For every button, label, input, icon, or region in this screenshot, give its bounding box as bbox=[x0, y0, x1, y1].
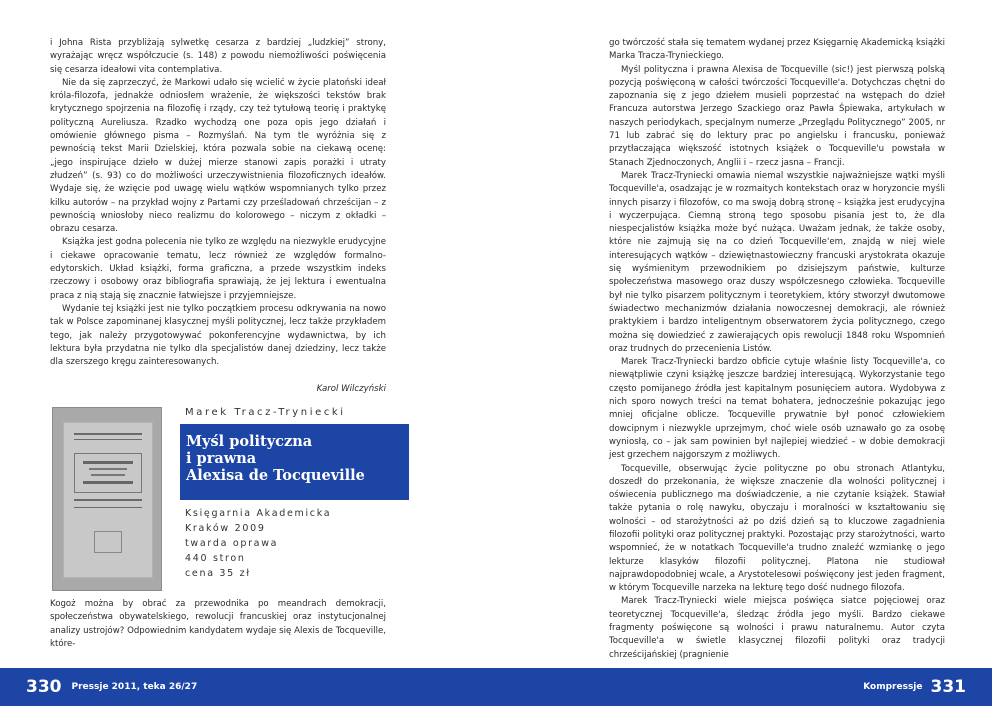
book-title-line: Alexisa de Tocqueville bbox=[186, 467, 365, 484]
journal-issue-label: Pressje 2011, teka 26/27 bbox=[71, 682, 198, 692]
paragraph: Myśl polityczna i prawna Alexisa de Tocqueville (sic!) jest pierwszą polską pozycją poświęconą w całości twórczości Tocqueville'a. Dotychczas chętni do zapoznania się z jego dziełem musieli poprzestać na wstępach do dzieł Francuza autorstwa Jerzego Szackiego oraz Pawła Śpiewaka, artykułach w naszych periodykach, specjalnym numerze „Przeglądu Politycznego” 2005, nr 71 lub zabrać się do lektury prac po angielsku i francusku, ponieważ przytłaczająca większość istotnych książek o Tocqueville'u powstała w Stanach Zjednoczonych, Anglii i – rzecz jasna – Francji. bbox=[609, 64, 945, 168]
paragraph: Nie da się zaprzeczyć, że Markowi udało się wcielić w życie platoński ideał króla-filozofa, jednakże odniosłem wrażenie, że większości tekstów brak krytycznego spojrzenia na filozofię i rządy, czy też tytułową teorię i praktykę polityczną Aureliusza. Rzadko wychodzą one poza opis jego działań i omówienie głównego pisma – Rozmyślań. Na tym tle wyróżnia się z pewnością tekst Marii Dzielskiej, która pozwala sobie na ciekawą ocenę: „jego inspirujące dzieło w dużej mierze stanowi zapis porażki i utraty złudzeń” (s. 93) co do możliwości urzeczywistnienia filozoficznych ideałów. Wydaje się, że wzięcie pod uwagę wielu wątków wspomnianych tylko przez kilku autorów – na przykład wojny z Partami czy prześladowań chrześcijan – z pewnością wniosłoby nieco realizmu do kolorowego – niczym z okładki – obrazu cesarza. bbox=[50, 77, 386, 235]
book-title-box bbox=[180, 424, 409, 500]
left-page-column bbox=[50, 37, 386, 397]
book-title-line: Myśl polityczna bbox=[186, 433, 313, 450]
paragraph: Marek Tracz-Tryniecki omawia niemal wszystkie najważniejsze wątki myśli Tocqueville'a, osadzając je w rozmaitych kontekstach oraz w horyzoncie myśli innych pisarzy i filozofów, co ma swoją dobrą stronę – książka jest erudycyjna i wyczerpująca. Ciemną stroną tego sposobu pisania jest to, że dla niespecjalistów książka może być nużąca. Uważam jednak, że także osoby, które nie zajmują się na co dzień Tocqueville'em, znajdą w niej wiele interesujących wątków – dziewiętnastowieczny francuski arystokrata okazuje się wyśmienitym przewodnikiem po dzisiejszym państwie, kulturze społeczeństwa masowego oraz duszy współczesnego człowieka. Tocqueville był nie tylko pisarzem politycznym i teoretykiem, który stworzył dwutomowe świadectwo mechanizmów działania nowoczesnej demokracji, ale również praktykiem i bardzo inteligentnym obserwatorem życia politycznego, czego można się dowiedzieć z zawierających opis rewolucji 1848 roku Wspomnień oraz trudnych do przecenienia Listów. bbox=[609, 170, 945, 354]
book-publisher: Księgarnia Akademicka bbox=[185, 508, 332, 519]
book-binding: twarda oprawa bbox=[185, 538, 279, 549]
page-number-right: 331 bbox=[930, 677, 966, 697]
page-number-left: 330 bbox=[26, 677, 62, 697]
paragraph: Książka jest godna polecenia nie tylko ze względu na niezwykle erudycyjne i ciekawe opracowanie tematu, lecz również ze względów formalno-edytorskich. Układ książki, forma graficzna, a przede wszystkim indeks rzeczowy i osobowy oraz bibliografia sprawiają, że jej lektura i ewentualna praca z nią stają się znacznie łatwiejsze i przyjemniejsze. bbox=[50, 237, 386, 301]
book-title-line: i prawna bbox=[186, 450, 257, 467]
paragraph: Wydanie tej książki jest nie tylko początkiem procesu odkrywania na nowo tak w Polsce zapominanej klasycznej myśli politycznej, lecz także przykładem tego, jak należy przygotowywać pokonferencyjne wydawnictwa, by ich lektura była przydatna nie tylko dla specjalistów danej dziedziny, lecz także dla szerszego kręgu zainteresowanych. bbox=[50, 303, 386, 368]
paragraph: Tocqueville, obserwując życie polityczne po obu stronach Atlantyku, doszedł do przekonania, że większe znaczenie dla wolności politycznej i oświecenia publicznego ma doświadczenie, a nie czytanie książek. Stawiał także pytania o rolę nawyku, obyczaju i moralności w kształtowaniu się wolności – od starożytności aż po dziś dzień są to kluczowe zagadnienia filozofii polityki oraz politycznej praktyki. Pozostając przy starożytności, warto wspomnieć, że w notatkach Tocqueville'a trudno znaleźć wzmiankę o jego lekturze klasyków filozofii politycznej. Platona nie studiował najprawdopodobniej wcale, a Arystotelesowi poświęcony jest jeden fragment, w którym Tocqueville narzeka na lekturę tego dość nudnego filozofa. bbox=[609, 463, 945, 594]
book-cover-image bbox=[52, 407, 162, 591]
paragraph: Marek Tracz-Tryniecki bardzo obficie cytuje właśnie listy Tocqueville'a, co niewątpliwie czyni książkę jeszcze bardziej interesującą. Wykorzystanie tego często pomijanego źródła jest kapitalnym posunięciem autora. Wydobywa z nich sporo nowych treści na temat bohatera, jednocześnie pokazując jego mniej oficjalne oblicze. Tocqueville prywatnie był ponoć człowiekiem dowcipnym i niezwykle uprzejmym, choć wiele osób uznawało go za osobę wyniosłą, co – jak sam powinien był najlepiej wiedzieć – w dobie demokracji jest grzechem najgorszym z możliwych. bbox=[609, 357, 945, 461]
review-signature: Karol Wilczyński bbox=[316, 384, 386, 395]
section-label: Kompressje bbox=[863, 682, 923, 692]
right-page-column bbox=[609, 37, 945, 662]
left-page-bottom-column bbox=[50, 598, 386, 651]
footer-left bbox=[26, 668, 197, 706]
book-author: Marek Tracz-Tryniecki bbox=[185, 407, 346, 418]
book-place-year: Kraków 2009 bbox=[185, 523, 266, 534]
paragraph: i Johna Rista przybliżają sylwetkę cesarza z bardziej „ludzkiej” strony, wyrażając wręcz współczucie (s. 148) z powodu niemożliwości poświęcenia się cesarza ideałowi vita contemplativa. bbox=[50, 38, 386, 75]
paragraph: go twórczość stała się tematem wydanej przez Księgarnię Akademicką książki Marka Tracza-Trynieckiego. bbox=[609, 38, 945, 62]
book-price: cena 35 zł bbox=[185, 568, 251, 579]
paragraph: Marek Tracz-Tryniecki wiele miejsca poświęca siatce pojęciowej oraz teoretycznej Tocqueville'a, śledząc źródła jego myśli. Bardzo ciekawe fragmenty poświęcone są wolności i prawu naturalnemu. Autor czyta Tocqueville'a w świetle klasycznej filozofii polityki oraz tradycji chrześcijańskiej (pragnienie bbox=[609, 596, 945, 660]
footer-bar bbox=[0, 668, 992, 706]
book-pages: 440 stron bbox=[185, 553, 246, 564]
footer-right bbox=[863, 668, 966, 706]
paragraph: Kogoż można by obrać za przewodnika po meandrach demokracji, społeczeństwa obywatelskiego, rewolucji francuskiej oraz instytucjonalnej analizy ustrojów? Odpowiednim kandydatem wydaje się Alexis de Tocqueville, które- bbox=[50, 599, 386, 649]
book-info bbox=[52, 407, 388, 591]
